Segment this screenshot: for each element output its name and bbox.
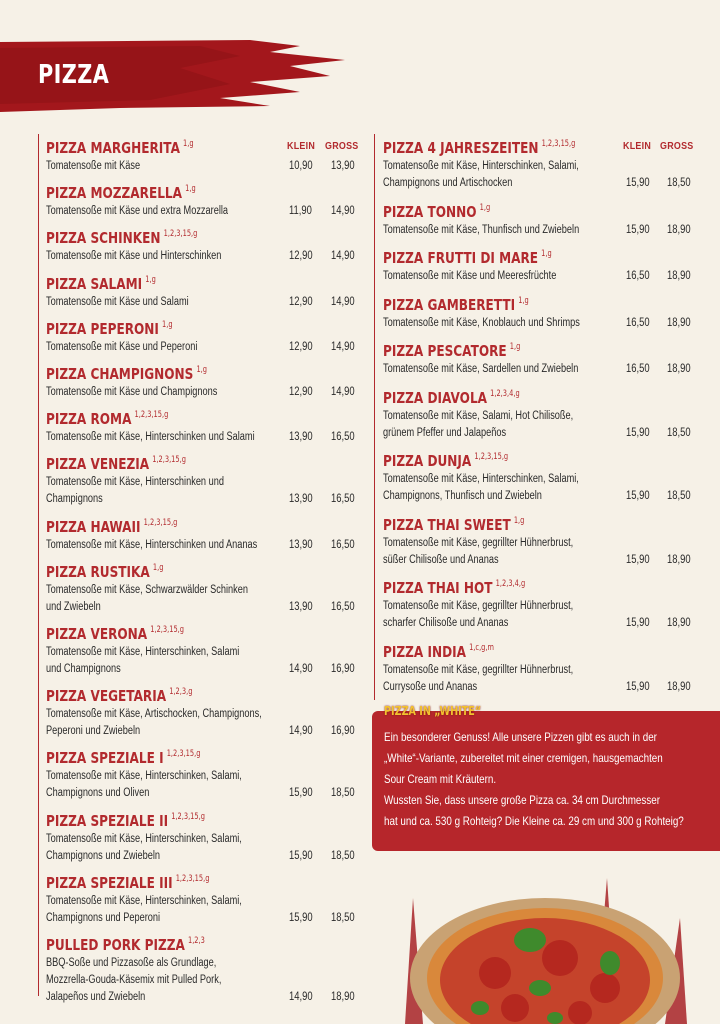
menu-item-name xyxy=(383,244,552,268)
menu-item-description: Tomatensoße mit Käse, Hinterschinken und Salami xyxy=(46,431,255,444)
menu-item-title: PIZZA VERONA xyxy=(46,625,148,643)
menu-item-title: PIZZA THAI HOT xyxy=(383,579,493,597)
menu-item-name xyxy=(383,638,494,662)
price-klein: 14,90 xyxy=(289,663,313,675)
menu-item-title: PIZZA PEPERONI xyxy=(46,319,159,338)
menu-item-name xyxy=(46,224,197,248)
menu-item-title: PIZZA SALAMI xyxy=(46,274,143,293)
price-gross: 18,50 xyxy=(667,177,691,189)
allergen-codes: 1,g xyxy=(513,515,525,526)
price-klein: 10,90 xyxy=(289,160,313,172)
menu-item-name xyxy=(46,620,184,644)
menu-item-title: PIZZA SPEZIALE I xyxy=(46,749,164,768)
menu-item-description: Tomatensoße mit Käse und Peperoni xyxy=(46,340,198,353)
price-gross: 16,50 xyxy=(331,431,355,444)
menu-item xyxy=(375,384,697,442)
info-line: „White“-Variante, zubereitet mit einer cremigen, hausgemachten xyxy=(384,751,663,765)
size-header-klein: KLEIN xyxy=(623,140,652,152)
price-klein: 15,90 xyxy=(289,787,313,800)
menu-item-name xyxy=(46,558,163,582)
allergen-codes: 1,2,3,15,g xyxy=(150,625,184,635)
menu-item-description: Champignons xyxy=(46,493,103,506)
menu-item xyxy=(38,134,360,175)
price-klein: 15,90 xyxy=(626,490,650,502)
price-gross: 18,90 xyxy=(667,316,691,329)
allergen-codes: 1,2,3,15,g xyxy=(171,811,205,822)
menu-item-name xyxy=(383,447,508,471)
price-klein: 13,90 xyxy=(289,600,313,613)
menu-item xyxy=(38,513,360,554)
allergen-codes: 1,g xyxy=(183,139,194,149)
allergen-codes: 1,2,3,15,g xyxy=(163,229,198,240)
menu-item-name xyxy=(383,291,529,315)
menu-item-name xyxy=(46,682,192,706)
price-gross: 14,90 xyxy=(331,386,355,398)
menu-item xyxy=(375,134,697,192)
price-klein: 15,90 xyxy=(626,177,650,189)
menu-item-description: Tomatensoße mit Käse, Thunfisch und Zwiebeln xyxy=(383,223,580,236)
menu-item-description: Jalapeños und Zwiebeln xyxy=(46,991,146,1003)
menu-item-description: Tomatensoße mit Käse, Hinterschinken, Salami, xyxy=(383,473,579,485)
menu-item xyxy=(375,291,697,332)
menu-item-name xyxy=(383,384,520,408)
price-gross: 18,90 xyxy=(667,223,691,236)
menu-item xyxy=(38,807,360,865)
price-klein: 16,50 xyxy=(626,363,650,375)
menu-item-description: Tomatensoße mit Käse und Meeresfrüchte xyxy=(383,270,557,282)
allergen-codes: 1,2,3,15,g xyxy=(166,749,201,760)
info-line: Sour Cream mit Kräutern. xyxy=(384,772,497,786)
menu-item-description: Tomatensoße mit Käse und extra Mozzarella xyxy=(46,205,229,218)
allergen-codes: 1,2,3,15,g xyxy=(474,452,509,462)
menu-item-title: PIZZA VEGETARIA xyxy=(46,687,167,706)
price-gross: 18,50 xyxy=(331,787,355,800)
price-gross: 14,90 xyxy=(331,295,355,308)
menu-item-description: Champignons, Thunfisch und Zwiebeln xyxy=(383,490,542,502)
menu-item xyxy=(38,931,360,1006)
price-gross: 18,50 xyxy=(331,849,355,862)
menu-item-name xyxy=(383,511,524,535)
menu-item-name xyxy=(46,744,200,768)
allergen-codes: 1,2,3,4,g xyxy=(490,388,520,399)
price-gross: 18,50 xyxy=(667,426,691,439)
menu-item-name xyxy=(383,198,490,222)
menu-item-title: PIZZA 4 JAHRESZEITEN xyxy=(383,139,539,157)
menu-item-title: PIZZA PESCATORE xyxy=(383,342,507,360)
allergen-codes: 1,g xyxy=(509,342,521,352)
price-klein: 11,90 xyxy=(289,205,312,218)
price-klein: 16,50 xyxy=(626,270,650,282)
menu-item xyxy=(38,224,360,265)
menu-item-name xyxy=(383,134,575,158)
allergen-codes: 1,2,3,g xyxy=(169,687,193,698)
menu-item xyxy=(38,869,360,927)
price-klein: 15,90 xyxy=(289,849,313,862)
menu-item xyxy=(38,450,360,508)
price-gross: 14,90 xyxy=(331,205,355,218)
menu-item xyxy=(38,315,360,356)
allergen-codes: 1,g xyxy=(162,319,173,330)
price-gross: 18,90 xyxy=(667,617,691,629)
price-gross: 16,50 xyxy=(331,493,355,506)
menu-item xyxy=(38,744,360,802)
menu-item-title: PIZZA MOZZARELLA xyxy=(46,184,183,203)
menu-item-title: PIZZA INDIA xyxy=(383,642,466,661)
menu-item-title: PIZZA MARGHERITA xyxy=(46,139,180,157)
allergen-codes: 1,2,3,15,g xyxy=(143,517,178,528)
allergen-codes: 1,2,3,15,g xyxy=(134,410,169,421)
price-klein: 15,90 xyxy=(626,426,650,439)
menu-item-name xyxy=(383,337,520,361)
menu-item-description: Tomatensoße mit Käse, Knoblauch und Shrimps xyxy=(383,316,580,329)
menu-item-title: PIZZA SCHINKEN xyxy=(46,229,161,248)
menu-item xyxy=(38,360,360,401)
menu-item-name xyxy=(46,931,205,955)
menu-item-description: Tomatensoße mit Käse xyxy=(46,160,141,172)
menu-item-description: Tomatensoße mit Käse, Sardellen und Zwiebeln xyxy=(383,363,579,375)
menu-item-description: Tomatensoße mit Käse, Hinterschinken, Salami xyxy=(46,646,240,658)
menu-item-title: PIZZA RUSTIKA xyxy=(46,562,150,581)
allergen-codes: 1,g xyxy=(196,365,208,375)
price-klein: 12,90 xyxy=(289,340,313,353)
menu-item xyxy=(375,447,697,505)
menu-item-description: Champignons und Oliven xyxy=(46,787,150,800)
price-gross: 18,90 xyxy=(667,680,691,693)
menu-item-name xyxy=(46,270,156,294)
menu-item xyxy=(375,511,697,569)
menu-item xyxy=(375,638,697,696)
allergen-codes: 1,2,3,15,g xyxy=(541,139,576,149)
allergen-codes: 1,g xyxy=(185,184,196,195)
menu-item-description: und Zwiebeln xyxy=(46,600,101,613)
price-klein: 15,90 xyxy=(289,911,313,924)
menu-item-description: Tomatensoße mit Käse, Hinterschinken und Ananas xyxy=(46,538,258,551)
price-gross: 16,90 xyxy=(331,725,355,738)
price-gross: 18,90 xyxy=(667,363,691,375)
menu-item-description: süßer Chilisoße und Ananas xyxy=(383,553,499,566)
menu-item-title: PIZZA GAMBERETTI xyxy=(383,295,516,314)
menu-item xyxy=(375,198,697,239)
info-line: hat und ca. 530 g Rohteig? Die Kleine ca. 29 cm und 300 g Rohteig? xyxy=(384,814,684,828)
menu-item xyxy=(38,620,360,678)
menu-item-title: PIZZA CHAMPIGNONS xyxy=(46,365,194,383)
price-klein: 15,90 xyxy=(626,617,650,629)
menu-item-name xyxy=(46,405,168,429)
price-klein: 16,50 xyxy=(626,316,650,329)
menu-item-name xyxy=(46,513,177,537)
price-gross: 18,50 xyxy=(667,490,691,502)
price-klein: 13,90 xyxy=(289,431,313,444)
menu-item-name xyxy=(46,807,205,831)
price-gross: 18,90 xyxy=(331,991,355,1003)
menu-item-name xyxy=(383,574,525,598)
menu-item-title: PIZZA ROMA xyxy=(46,410,132,429)
menu-item-description: Peperoni und Zwiebeln xyxy=(46,725,141,738)
allergen-codes: 1,2,3 xyxy=(187,936,205,946)
menu-item-description: und Champignons xyxy=(46,663,121,675)
menu-item-title: PIZZA SPEZIALE III xyxy=(46,873,173,892)
menu-item-description: Champignons und Peperoni xyxy=(46,911,161,924)
menu-item xyxy=(38,558,360,616)
info-box-title: PIZZA IN „WHITE“ xyxy=(384,704,482,718)
menu-item-description: Tomatensoße mit Käse und Hinterschinken xyxy=(46,250,222,263)
menu-item-description: Tomatensoße mit Käse und Salami xyxy=(46,295,189,308)
size-header-gross: GROSS xyxy=(660,140,694,152)
page-title: PIZZA xyxy=(38,60,110,90)
pizza-photo xyxy=(395,858,720,1024)
price-gross: 16,50 xyxy=(331,600,355,613)
menu-item-description: Tomatensoße mit Käse, Hinterschinken, Salami, xyxy=(46,894,242,907)
menu-item-name xyxy=(46,360,207,384)
price-klein: 15,90 xyxy=(626,223,650,236)
price-gross: 13,90 xyxy=(331,160,355,172)
menu-item xyxy=(38,179,360,220)
size-header-gross: GROSS xyxy=(325,140,359,152)
menu-item-description: Tomatensoße mit Käse, Hinterschinken, Salami, xyxy=(383,160,579,172)
allergen-codes: 1,g xyxy=(152,562,164,573)
price-klein: 15,90 xyxy=(626,553,650,566)
price-klein: 12,90 xyxy=(289,295,313,308)
info-line: Ein besonderer Genuss! Alle unsere Pizzen gibt es auch in der xyxy=(384,730,657,744)
price-klein: 14,90 xyxy=(289,725,313,738)
menu-item xyxy=(38,405,360,446)
price-klein: 13,90 xyxy=(289,493,313,506)
menu-item-title: PIZZA VENEZIA xyxy=(46,455,150,474)
menu-item-description: Tomatensoße mit Käse und Champignons xyxy=(46,386,218,398)
menu-item-description: Tomatensoße mit Käse, gegrillter Hühnerbrust, xyxy=(383,600,574,612)
menu-item-description: Tomatensoße mit Käse, Hinterschinken, Salami, xyxy=(46,832,242,845)
menu-item-description: Champignons und Zwiebeln xyxy=(46,849,161,862)
allergen-codes: 1,2,3,15,g xyxy=(175,873,210,884)
price-gross: 16,90 xyxy=(331,663,355,675)
menu-item-description: Champignons und Artischocken xyxy=(383,177,513,189)
allergen-codes: 1,g xyxy=(541,249,552,259)
menu-item xyxy=(38,682,360,740)
menu-item-name xyxy=(46,869,209,893)
menu-item-description: Tomatensoße mit Käse, Hinterschinken, Salami, xyxy=(46,770,242,783)
menu-item-title: PIZZA THAI SWEET xyxy=(383,515,511,534)
menu-item-description: grünem Pfeffer und Jalapeños xyxy=(383,426,507,439)
price-klein: 12,90 xyxy=(289,250,313,263)
menu-item-description: Tomatensoße mit Käse, Artischocken, Champignons, xyxy=(46,708,262,721)
allergen-codes: 1,2,3,4,g xyxy=(495,579,526,589)
menu-item-description: Currysoße und Ananas xyxy=(383,680,478,693)
menu-item-description: Tomatensoße mit Käse, gegrillter Hühnerbrust, xyxy=(383,663,574,676)
price-klein: 14,90 xyxy=(289,991,313,1003)
menu-item-description: scharfer Chilisoße und Ananas xyxy=(383,617,509,629)
menu-item-title: PIZZA DUNJA xyxy=(383,452,472,470)
menu-item-name xyxy=(46,450,186,474)
price-klein: 13,90 xyxy=(289,538,313,551)
price-klein: 15,90 xyxy=(626,680,650,693)
menu-item-description: Tomatensoße mit Käse, Salami, Hot Chilisoße, xyxy=(383,409,574,422)
menu-item xyxy=(375,574,697,632)
menu-item-name xyxy=(46,179,196,203)
menu-item-description: Tomatensoße mit Käse, gegrillter Hühnerbrust, xyxy=(383,536,574,549)
price-klein: 12,90 xyxy=(289,386,313,398)
menu-item-description: Tomatensoße mit Käse, Hinterschinken und xyxy=(46,476,224,489)
white-variant-info-box xyxy=(372,711,720,851)
menu-item-title: PIZZA TONNO xyxy=(383,202,477,221)
menu-item-title: PIZZA FRUTTI DI MARE xyxy=(383,249,539,267)
menu-item-description: BBQ-Soße und Pizzasoße als Grundlage, xyxy=(46,957,217,969)
allergen-codes: 1,g xyxy=(145,274,156,285)
size-header-klein: KLEIN xyxy=(287,140,316,152)
menu-item xyxy=(375,337,697,378)
price-gross: 14,90 xyxy=(331,340,355,353)
menu-item-title: PULLED PORK PIZZA xyxy=(46,936,185,954)
info-line: Wussten Sie, dass unsere große Pizza ca. 34 cm Durchmesser xyxy=(384,793,661,807)
menu-item-title: PIZZA HAWAII xyxy=(46,517,141,536)
menu-item-title: PIZZA DIAVOLA xyxy=(383,388,488,407)
menu-item-title: PIZZA SPEZIALE II xyxy=(46,811,169,830)
menu-item-name xyxy=(46,134,194,158)
menu-item xyxy=(375,244,697,285)
allergen-codes: 1,c,g,m xyxy=(469,642,494,653)
price-gross: 18,90 xyxy=(667,270,691,282)
menu-item xyxy=(38,270,360,311)
price-gross: 18,90 xyxy=(667,553,691,566)
allergen-codes: 1,g xyxy=(518,295,529,306)
menu-item-name xyxy=(46,315,173,339)
price-gross: 18,50 xyxy=(331,911,355,924)
allergen-codes: 1,g xyxy=(479,202,491,213)
menu-item-description: Mozzrella-Gouda-Käsemix mit Pulled Pork, xyxy=(46,974,222,986)
menu-item-description: Tomatensoße mit Käse, Schwarzwälder Schinken xyxy=(46,583,248,596)
price-gross: 16,50 xyxy=(331,538,355,551)
allergen-codes: 1,2,3,15,g xyxy=(152,455,186,466)
price-gross: 14,90 xyxy=(331,250,355,263)
